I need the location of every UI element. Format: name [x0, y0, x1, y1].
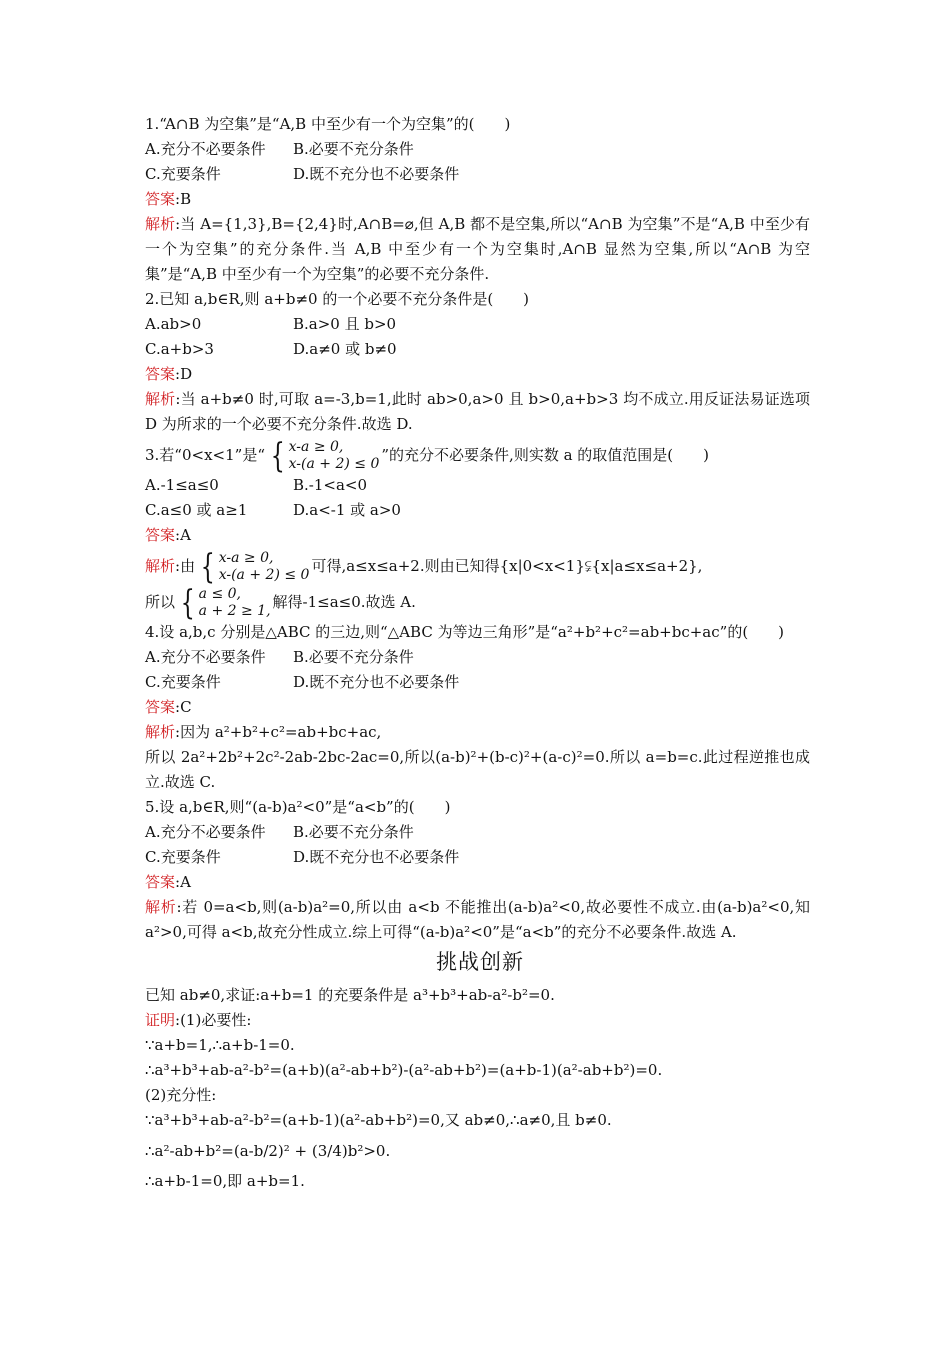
q5-answer-label: 答案 [145, 873, 176, 891]
q3-explanation-label: 解析 [145, 557, 176, 575]
q3-explanation [145, 547, 815, 587]
q1-option-b: B.必要不充分条件 [293, 140, 414, 158]
q5-option-c: C.充要条件 [145, 848, 221, 866]
q3-stem [145, 436, 815, 476]
q2-explanation-text: :当 a+b≠0 时,可取 a=-3,b=1,此时 ab>0,a>0 且 b>0,a+b>3 均不成立.用反证法易证选项 D 为所求的一个必要不充分条件.故选 D. [145, 390, 810, 433]
proof-step-3: ∴a³+b³+ab-a²-b²=(a+b)(a²-ab+b²)-(a²-ab+b²)=(a+b-1)(a²-ab+b²)=0. [145, 1061, 663, 1079]
q4-answer-label: 答案 [145, 698, 176, 716]
q3-option-c: C.a≤0 或 a≥1 [145, 501, 248, 519]
q3-options-row2 [145, 498, 815, 523]
q3-explanation2-system [177, 583, 271, 623]
q1-answer-value: :B [175, 190, 192, 208]
q4-explanation-2: 所以 2a²+2b²+2c²-2ab-2bc-2ac=0,所以(a-b)²+(b-c)²+(a-c)²=0.所以 a=b=c.此过程逆推也成立.故选 C. [145, 748, 810, 791]
brace-icon: { [200, 547, 215, 587]
q3-explanation-post: 可得,a≤x≤a+2.则由已知得{x|0<x<1}⫋{x|a≤x≤a+2}, [311, 557, 703, 575]
q3-exp2-system-line1: a ≤ 0, [198, 586, 241, 602]
q1-explanation [145, 212, 810, 287]
q5-explanation-text: :若 0=a<b,则(a-b)a²=0,所以由 a<b 不能推出(a-b)a²<0,故必要性不成立.由(a-b)a²<0,知 a²>0,可得 a<b,故充分性成立.综上可得“(a-b)a²<0”是“a<b”的充分不必要条件.故选 A. [145, 898, 810, 941]
q2-option-a: A.ab>0 [145, 315, 202, 333]
q3-explanation2-pre: 所以 [145, 593, 176, 611]
q2-options-row2 [145, 337, 815, 362]
q2-explanation [145, 387, 810, 437]
q4-option-b: B.必要不充分条件 [293, 648, 414, 666]
q1-explanation-text: :当 A={1,3},B={2,4}时,A∩B=⌀,但 A,B 都不是空集,所以“A∩B 为空集”不是“A,B 中至少有一个为空集”的充分条件.当 A,B 中至少有一个为空集时,A∩B 显然为空集,所以“A∩B 为空集”是“A,B 中至少有一个为空集”的必要不充分条件. [145, 215, 810, 283]
q2-answer-label: 答案 [145, 365, 176, 383]
q5-options-row2 [145, 845, 815, 870]
q4-stem: 4.设 a,b,c 分别是△ABC 的三边,则“△ABC 为等边三角形”是“a²+b²+c²=ab+bc+ac”的( ) [145, 623, 785, 641]
q3-stem-pre: 3.若“0<x<1”是“ [145, 446, 266, 464]
q3-exp2-system-line2: a + 2 ≥ 1, [198, 603, 271, 619]
q1-answer-label: 答案 [145, 190, 176, 208]
q5-options-row1 [145, 820, 815, 845]
q3-option-a: A.-1≤a≤0 [145, 476, 219, 494]
q4-explanation-label: 解析 [145, 723, 176, 741]
proof-step-7: ∴a+b-1=0,即 a+b=1. [145, 1172, 305, 1190]
q2-answer-value: :D [175, 365, 193, 383]
q4-answer-value: :C [175, 698, 192, 716]
q2-explanation-label: 解析 [145, 390, 176, 408]
section-title: 挑战创新 [436, 950, 524, 974]
q5-explanation-label: 解析 [145, 898, 177, 916]
q3-system-line1: x-a ≥ 0, [288, 439, 344, 455]
q1-options-row2 [145, 162, 815, 187]
q2-option-b: B.a>0 且 b>0 [293, 315, 397, 333]
q4-options-row1 [145, 645, 815, 670]
proof-step-1 [145, 1008, 815, 1033]
q1-option-d: D.既不充分也不必要条件 [293, 165, 460, 183]
q4-options-row2 [145, 670, 815, 695]
q3-options-row1 [145, 473, 815, 498]
q3-explanation-2 [145, 583, 815, 623]
proof-step-2: ∵a+b=1,∴a+b-1=0. [145, 1036, 295, 1054]
q2-options-row1 [145, 312, 815, 337]
q3-answer [145, 523, 815, 548]
brace-icon: { [270, 436, 285, 476]
q3-system-line2: x-(a + 2) ≤ 0 [288, 456, 380, 472]
q5-explanation [145, 895, 810, 945]
brace-icon: { [180, 583, 195, 623]
q3-option-d: D.a<-1 或 a>0 [293, 501, 401, 519]
proof-step-5: ∵a³+b³+ab-a²-b²=(a+b-1)(a²-ab+b²)=0,又 ab≠0,∴a≠0,且 b≠0. [145, 1111, 612, 1129]
q5-option-b: B.必要不充分条件 [293, 823, 414, 841]
challenge-stem: 已知 ab≠0,求证:a+b=1 的充要条件是 a³+b³+ab-a²-b²=0. [145, 986, 555, 1004]
q3-explanation-pre: :由 [175, 557, 196, 575]
q3-option-b: B.-1<a<0 [293, 476, 368, 494]
q1-stem: 1.“A∩B 为空集”是“A,B 中至少有一个为空集”的( ) [145, 115, 511, 133]
q2-option-c: C.a+b>3 [145, 340, 214, 358]
q5-option-a: A.充分不必要条件 [145, 823, 266, 841]
proof-label: 证明 [145, 1011, 176, 1029]
proof-step-1-text: :(1)必要性: [175, 1011, 252, 1029]
q4-explanation [145, 720, 815, 745]
q3-exp-system-line1: x-a ≥ 0, [218, 550, 274, 566]
q4-option-d: D.既不充分也不必要条件 [293, 673, 460, 691]
q1-answer [145, 187, 815, 212]
q4-option-c: C.充要条件 [145, 673, 221, 691]
q3-stem-post: ”的充分不必要条件,则实数 a 的取值范围是( ) [381, 446, 710, 464]
q2-stem: 2.已知 a,b∈R,则 a+b≠0 的一个必要不充分条件是( ) [145, 290, 530, 308]
q2-option-d: D.a≠0 或 b≠0 [293, 340, 397, 358]
proof-step-6: ∴a²-ab+b²=(a-b/2)² + (3/4)b²>0. [145, 1142, 391, 1160]
q3-answer-label: 答案 [145, 526, 176, 544]
q1-explanation-label: 解析 [145, 215, 176, 233]
worksheet [145, 112, 815, 1194]
q5-answer [145, 870, 815, 895]
q3-system [267, 436, 380, 476]
q4-answer [145, 695, 815, 720]
q3-exp-system-line2: x-(a + 2) ≤ 0 [218, 567, 310, 583]
q3-explanation-system [197, 547, 310, 587]
proof-step-4: (2)充分性: [145, 1086, 217, 1104]
q3-explanation2-post: 解得-1≤a≤0.故选 A. [272, 593, 416, 611]
q1-options-row1 [145, 137, 815, 162]
q5-answer-value: :A [175, 873, 191, 891]
q3-answer-value: :A [175, 526, 191, 544]
q5-stem: 5.设 a,b∈R,则“(a-b)a²<0”是“a<b”的( ) [145, 798, 451, 816]
q1-option-a: A.充分不必要条件 [145, 140, 266, 158]
q2-answer [145, 362, 815, 387]
q5-option-d: D.既不充分也不必要条件 [293, 848, 460, 866]
q1-option-c: C.充要条件 [145, 165, 221, 183]
q4-explanation-text: :因为 a²+b²+c²=ab+bc+ac, [175, 723, 382, 741]
q4-option-a: A.充分不必要条件 [145, 648, 266, 666]
